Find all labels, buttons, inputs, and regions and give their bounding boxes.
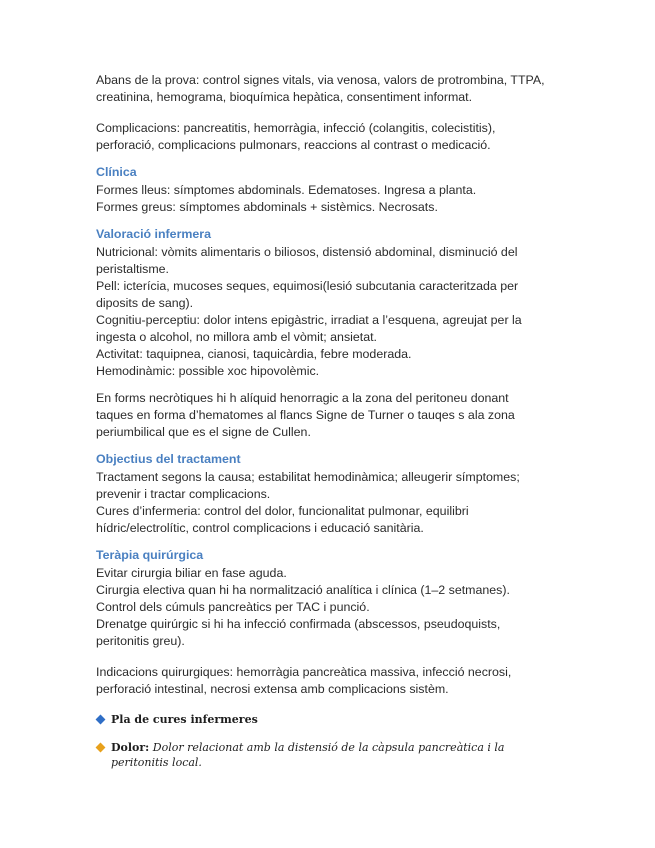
- valoracio-line-5: Hemodinàmic: possible xoc hipovolèmic.: [96, 364, 320, 378]
- valoracio-line-3: Cognitiu-perceptiu: dolor intens epigàstric, irradiat a l’esquena, agreujat per la ingesta o alcohol, no millora amb el vòmit; ansietat.: [96, 313, 522, 344]
- terapia-line-2: Cirurgia electiva quan hi ha normalització analítica i clínica (1–2 setmanes).: [96, 583, 510, 597]
- dolor-text: Dolor relacionat amb la distensió de la càpsula pancreàtica i la peritonitis local.: [111, 741, 505, 769]
- valoracio-line-2: Pell: icterícia, mucoses seques, equimosi(lesió subcutania caracteritzada per diposits de sang).: [96, 279, 519, 310]
- terapia-line-1: Evitar cirurgia biliar en fase aguda.: [96, 566, 287, 580]
- intro-paragraph-2: Complicacions: pancreatitis, hemorràgia, infecció (colangitis, colecistitis), perforació, complicacions pulmonars, reaccions al contrast o medicació.: [96, 121, 496, 152]
- heading-objectius: Objectius del tractament: [96, 452, 241, 466]
- gold-diamond-icon: [96, 743, 106, 753]
- pla-cures-label: Pla de cures infermeres: [111, 713, 258, 726]
- terapia-line-3: Control dels cúmuls pancreàtics per TAC i punció.: [96, 600, 370, 614]
- objectius-line-1: Tractament segons la causa; estabilitat hemodinàmica; alleugerir símptomes; prevenir i tractar complicacions.: [96, 470, 520, 501]
- bullet-dolor: [96, 740, 546, 770]
- objectius-line-2: Cures d’infermeria: control del dolor, funcionalitat pulmonar, equilibri hídric/electrolític, control complicacions i educació sanitària.: [96, 504, 469, 535]
- heading-terapia: Teràpia quirúrgica: [96, 548, 204, 562]
- blue-diamond-icon: [96, 715, 106, 725]
- terapia-line-4: Drenatge quirúrgic si hi ha infecció confirmada (abscessos, pseudoquists, peritonitis greu).: [96, 617, 501, 648]
- valoracio-line-4: Activitat: taquipnea, cianosi, taquicàrdia, febre moderada.: [96, 347, 412, 361]
- indicacions-paragraph: Indicacions quirurgiques: hemorràgia pancreàtica massiva, infecció necrosi, perforació intestinal, necrosi extensa amb complicacions sistèm.: [96, 665, 512, 696]
- heading-valoracio: Valoració infermera: [96, 227, 212, 241]
- necrotic-note: En forms necròtiques hi h alíquid henorragic a la zona del peritoneu donant taques en forma d’hematomes al flancs Signe de Turner o tauqes s ala zona periumbilical que es el signe de Cullen.: [96, 391, 515, 439]
- intro-paragraph-1: Abans de la prova: control signes vitals, via venosa, valors de protrombina, TTPA, creatinina, hemograma, bioquímica hepàtica, consentiment informat.: [96, 73, 545, 104]
- dolor-label: Dolor:: [111, 741, 150, 754]
- clinica-line-1: Formes lleus: símptomes abdominals. Edematoses. Ingresa a planta.: [96, 183, 477, 197]
- bullet-pla-cures: [96, 712, 546, 727]
- clinica-line-2: Formes greus: símptomes abdominals + sistèmics. Necrosats.: [96, 200, 438, 214]
- valoracio-line-1: Nutricional: vòmits alimentaris o biliosos, distensió abdominal, disminució del peristaltisme.: [96, 245, 518, 276]
- heading-clinica: Clínica: [96, 165, 137, 179]
- document-page: [96, 72, 546, 770]
